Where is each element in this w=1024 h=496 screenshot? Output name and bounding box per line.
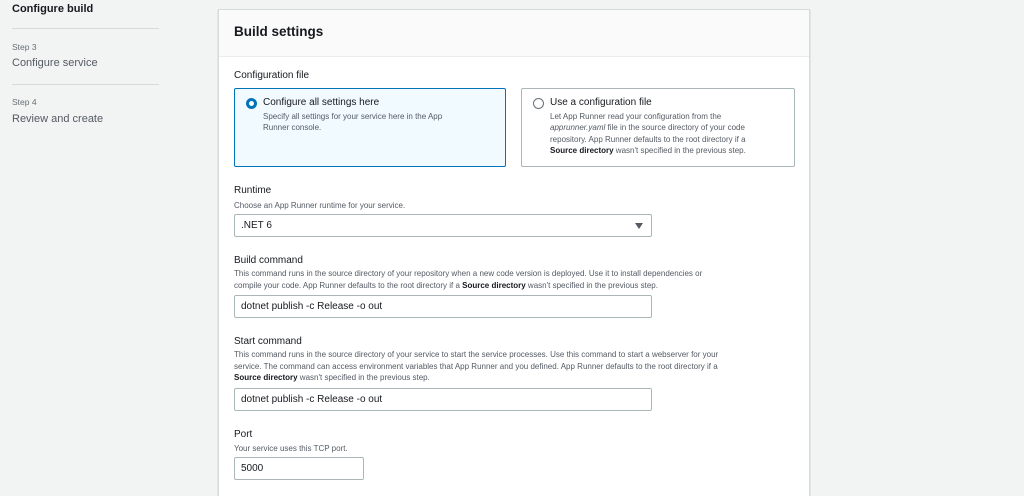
- desc-text: file in the source directory of your code: [605, 123, 745, 133]
- panel-title: Build settings: [234, 24, 324, 39]
- nav-divider: [12, 84, 159, 85]
- desc-line: Runner console.: [263, 123, 322, 133]
- desc-line: repository. App Runner defaults to the root directory if a: [550, 134, 746, 144]
- desc-line: Let App Runner read your configuration from the: [550, 112, 722, 121]
- desc-line: [234, 372, 718, 384]
- nav-step-4-label: Step 4: [12, 97, 37, 107]
- config-option-description: [550, 111, 746, 156]
- config-option-use-file[interactable]: [521, 88, 795, 167]
- desc-line: service. The command can access environment variables that App Runner and you defined. App Runner defaults to the root directory if a: [234, 361, 718, 371]
- config-option-description: [263, 111, 442, 134]
- radio-unselected-icon[interactable]: [533, 98, 544, 109]
- configuration-file-label: Configuration file: [234, 70, 310, 81]
- config-option-configure-here[interactable]: [234, 88, 506, 167]
- port-label: Port: [234, 429, 253, 440]
- build-settings-panel: [218, 9, 810, 496]
- nav-step-3-label: Step 3: [12, 42, 37, 52]
- desc-text: wasn't specified in the previous step.: [525, 280, 658, 290]
- desc-line: [550, 122, 746, 133]
- start-command-description: [234, 349, 718, 384]
- runtime-selected-value: .NET 6: [241, 220, 272, 231]
- runtime-select[interactable]: [234, 214, 652, 237]
- nav-step-3-title[interactable]: Configure service: [12, 57, 98, 69]
- caret-down-icon: [635, 223, 643, 229]
- desc-bold: Source directory: [550, 145, 614, 155]
- port-description: Your service uses this TCP port.: [234, 444, 348, 453]
- desc-line: [550, 145, 746, 156]
- desc-bold: Source directory: [462, 280, 526, 290]
- start-command-label: Start command: [234, 336, 302, 347]
- nav-current-step: Configure build: [12, 3, 94, 15]
- build-command-label: Build command: [234, 255, 303, 266]
- desc-text: compile your code. App Runner defaults to the root directory if a: [234, 280, 463, 290]
- nav-step-4-title[interactable]: Review and create: [12, 113, 104, 125]
- nav-divider: [12, 28, 159, 29]
- start-command-input[interactable]: dotnet publish -c Release -o out: [234, 388, 652, 411]
- desc-line: This command runs in the source directory of your repository when a new code version is deployed. Use it to install dependencies or: [234, 269, 703, 278]
- panel-header: [219, 10, 809, 57]
- radio-selected-icon[interactable]: [246, 98, 257, 109]
- port-input[interactable]: 5000: [234, 457, 364, 480]
- config-option-title: Configure all settings here: [263, 97, 380, 108]
- desc-text: wasn't specified in the previous step.: [613, 145, 746, 155]
- config-option-title: Use a configuration file: [550, 97, 652, 108]
- runtime-description: Choose an App Runner runtime for your service.: [234, 201, 406, 210]
- desc-text: wasn't specified in the previous step.: [297, 373, 430, 382]
- desc-bold: Source directory: [234, 373, 298, 382]
- desc-line: Specify all settings for your service here in the App: [263, 112, 443, 121]
- build-command-description: [234, 268, 702, 291]
- build-command-input[interactable]: dotnet publish -c Release -o out: [234, 295, 652, 318]
- desc-line: [234, 280, 702, 292]
- config-filename: apprunner.yaml: [550, 123, 606, 133]
- desc-line: This command runs in the source directory of your service to start the service processes. Use this command to start a webserver for your: [234, 350, 719, 359]
- runtime-label: Runtime: [234, 185, 272, 196]
